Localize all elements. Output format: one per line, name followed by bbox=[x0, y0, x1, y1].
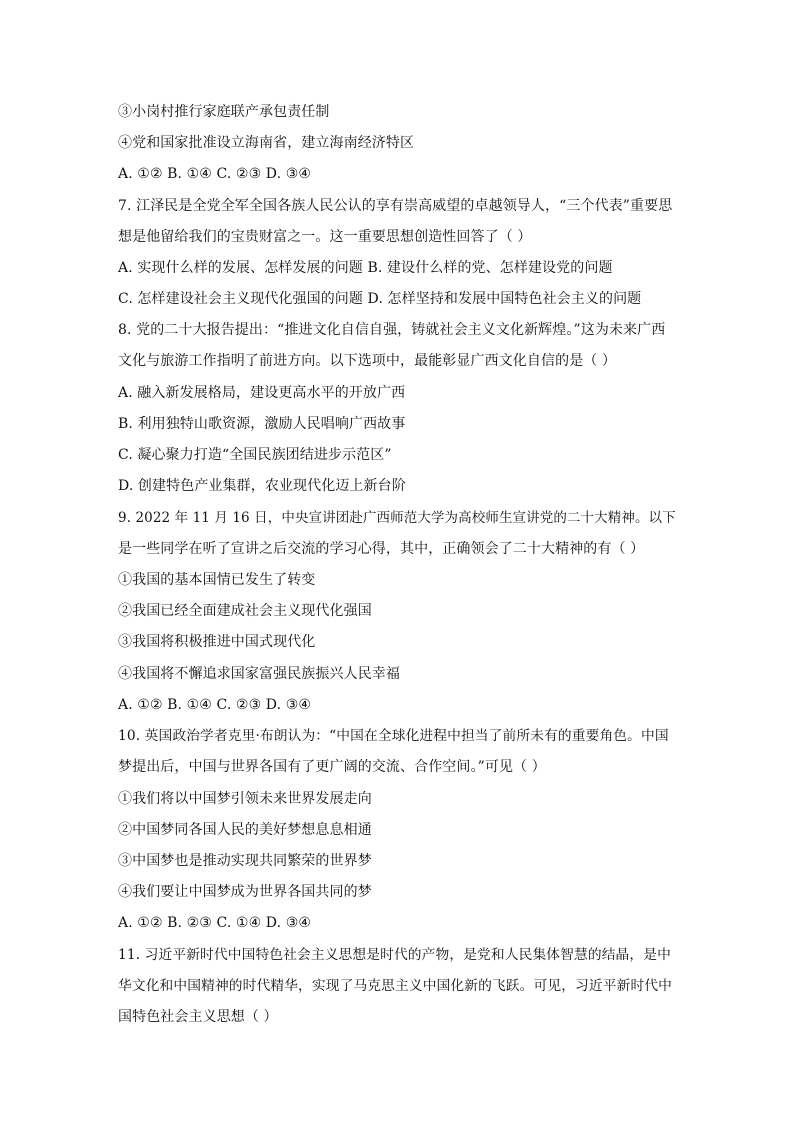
q10-item-4: ④我们要让中国梦成为世界各国共同的梦 bbox=[118, 884, 372, 900]
q9-item-1: ①我国的基本国情已发生了转变 bbox=[118, 572, 316, 588]
q7-stem-line-2: 想是他留给我们的宝贵财富之一。这一重要思想创造性回答了（ ） bbox=[118, 229, 532, 245]
q9-options: A. ①② B. ①④ C. ②③ D. ③④ bbox=[118, 697, 311, 713]
q7-options-cd: C. 怎样建设社会主义现代化强国的问题 D. 怎样坚持和发展中国特色社会主义的问题 bbox=[118, 291, 642, 307]
q6-item-3: ③小岗村推行家庭联产承包责任制 bbox=[118, 104, 330, 120]
q9-item-4: ④我国将不懈追求国家富强民族振兴人民幸福 bbox=[118, 666, 400, 682]
q8-option-d: D. 创建特色产业集群，农业现代化迈上新台阶 bbox=[118, 478, 406, 494]
q10-stem-line-2: 梦提出后，中国与世界各国有了更广阔的交流、合作空间。”可见（ ） bbox=[118, 759, 546, 775]
q6-options: A. ①② B. ①④ C. ②③ D. ③④ bbox=[118, 166, 311, 182]
q10-stem-line-1: 10. 英国政治学者克里·布朗认为：“中国在全球化进程中担当了前所未有的重要角色。中国 bbox=[118, 728, 669, 744]
q7-options-ab: A. 实现什么样的发展、怎样发展的问题 B. 建设什么样的党、怎样建设党的问题 bbox=[118, 260, 613, 276]
q8-stem-line-1: 8. 党的二十大报告提出：“推进文化自信自强，铸就社会主义文化新辉煌。”这为未来广西 bbox=[118, 322, 666, 338]
q10-options: A. ①② B. ②③ C. ①④ D. ③④ bbox=[118, 915, 311, 931]
q8-option-c: C. 凝心聚力打造“全国民族团结进步示范区” bbox=[118, 447, 392, 463]
q10-item-1: ①我们将以中国梦引领未来世界发展走向 bbox=[118, 791, 372, 807]
q8-stem-line-2: 文化与旅游工作指明了前进方向。以下选项中，最能彰显广西文化自信的是（ ） bbox=[118, 353, 617, 369]
q6-item-4: ④党和国家批准设立海南省，建立海南经济特区 bbox=[118, 135, 415, 151]
q7-stem-line-1: 7. 江泽民是全党全军全国各族人民公认的享有崇高威望的卓越领导人，“三个代表”重要思 bbox=[118, 198, 673, 214]
q11-stem-line-2: 华文化和中国精神的时代精华，实现了马克思主义中国化新的飞跃。可见，习近平新时代中 bbox=[118, 978, 673, 994]
q10-item-3: ③中国梦也是推动实现共同繁荣的世界梦 bbox=[118, 853, 372, 869]
q9-stem-line-2: 是一些同学在听了宣讲之后交流的学习心得，其中，正确领会了二十大精神的有（ ） bbox=[118, 541, 645, 557]
q8-option-b: B. 利用独特山歌资源，激励人民唱响广西故事 bbox=[118, 416, 406, 432]
q10-item-2: ②中国梦同各国人民的美好梦想息息相通 bbox=[118, 822, 372, 838]
q11-stem-line-1: 11. 习近平新时代中国特色社会主义思想是时代的产物，是党和人民集体智慧的结晶，是中 bbox=[118, 947, 671, 963]
q9-stem-line-1: 9. 2022 年 11 月 16 日，中央宣讲团赴广西师范大学为高校师生宣讲党的二十大精神。以下 bbox=[118, 510, 676, 526]
q9-item-3: ③我国将积极推进中国式现代化 bbox=[118, 634, 316, 650]
q8-option-a: A. 融入新发展格局，建设更高水平的开放广西 bbox=[118, 385, 406, 401]
q9-item-2: ②我国已经全面建成社会主义现代化强国 bbox=[118, 603, 372, 619]
q11-stem-line-3: 国特色社会主义思想（ ） bbox=[118, 1009, 278, 1025]
